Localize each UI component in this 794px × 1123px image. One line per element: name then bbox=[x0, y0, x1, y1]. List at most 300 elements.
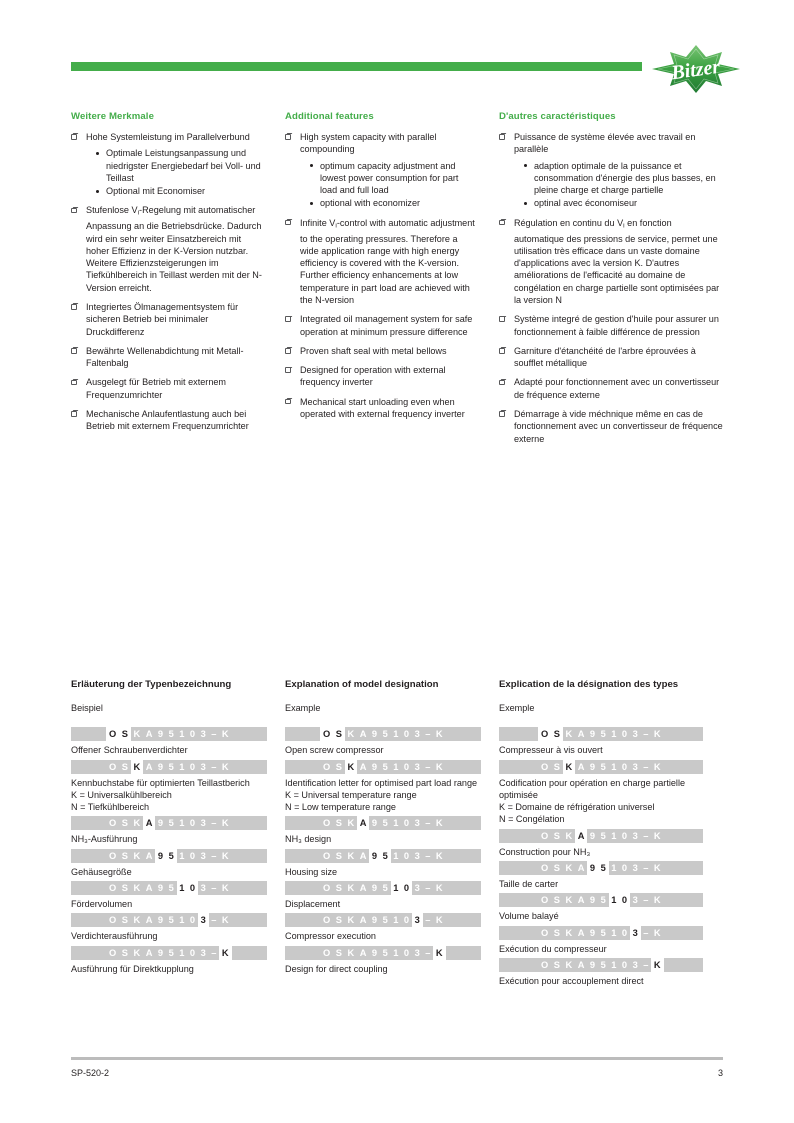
feature-subtext: Optimale Leistungsanpassung und niedrigster Energiebedarf bei Voll- und Teillast bbox=[106, 148, 261, 183]
designation-char-highlighted: 3 bbox=[198, 913, 209, 927]
designation-char: K bbox=[347, 915, 355, 926]
designation-char-highlighted: K bbox=[433, 946, 445, 960]
feature-subtext: Optional mit Economiser bbox=[106, 186, 206, 197]
features-column-fr bbox=[499, 111, 723, 452]
designation-char: S bbox=[121, 915, 129, 926]
designation-char: S bbox=[335, 947, 343, 958]
designation-rows-en bbox=[285, 727, 481, 975]
designation-char: 3 bbox=[414, 729, 421, 740]
designation-char: K bbox=[221, 761, 229, 772]
designation-char: 9 bbox=[371, 883, 378, 894]
designation-char: O bbox=[109, 761, 117, 772]
feature-text: Régulation en continu du $V_i$ en fonction automatique des pressions de service, permet une utilisation très efficace dans un vaste domaine d'applications avec la version K. D'autres améliorations de l'efficacité au domaine de congélation en charge partielle sont optimisées par la version N bbox=[513, 217, 720, 305]
designation-description: NH₃-Ausführung bbox=[71, 834, 138, 845]
designation-char: – bbox=[425, 915, 431, 926]
designation-char: K bbox=[565, 927, 573, 938]
designation-description: Design for direct coupling bbox=[285, 963, 388, 974]
designation-char: – bbox=[643, 927, 649, 938]
feature-item bbox=[499, 217, 723, 307]
designation-char: – bbox=[643, 729, 649, 740]
designation-char: 5 bbox=[600, 729, 607, 740]
checkbox-bullet-icon bbox=[71, 208, 77, 214]
designation-char: 3 bbox=[632, 761, 639, 772]
svg-text:Bitzer: Bitzer bbox=[669, 55, 722, 85]
feature-text: Infinite $V_i$-control with automatic adjustment to the operating pressures. Therefore a wide application range with high energy efficiency is covered with the K-version. Further efficiency enhancements at low temperature in part load are achieved with the N-version bbox=[299, 217, 475, 305]
designation-description: Identification letter for optimised part load range K = Universal temperature range N = Low temperature range bbox=[285, 777, 478, 813]
bullet-dot-icon bbox=[524, 164, 527, 167]
designation-example-label-de: Beispiel bbox=[71, 703, 103, 713]
designation-char: 9 bbox=[371, 915, 378, 926]
checkbox-bullet-icon bbox=[499, 316, 505, 322]
designation-char: – bbox=[425, 761, 431, 772]
bullet-dot-icon bbox=[524, 202, 527, 205]
designation-char: 9 bbox=[371, 947, 378, 958]
designation-char: O bbox=[109, 947, 117, 958]
designation-code-bar bbox=[285, 727, 481, 741]
designation-char: – bbox=[425, 883, 431, 894]
designation-code-bar bbox=[499, 861, 703, 875]
designation-char: K bbox=[435, 883, 443, 894]
designation-char: – bbox=[425, 850, 431, 861]
feature-subitem bbox=[310, 160, 477, 197]
designation-char: O bbox=[323, 761, 331, 772]
designation-description: Compresseur à vis ouvert bbox=[499, 745, 603, 756]
designation-char: A bbox=[359, 729, 367, 740]
bullet-dot-icon bbox=[96, 152, 99, 155]
designation-char: A bbox=[577, 895, 585, 906]
designation-char: A bbox=[359, 947, 367, 958]
designation-char-highlighted: A bbox=[357, 816, 369, 830]
designation-char: 3 bbox=[632, 895, 639, 906]
designation-char: 9 bbox=[371, 761, 378, 772]
checkbox-bullet-icon bbox=[71, 134, 77, 140]
designation-char: 0 bbox=[621, 863, 628, 874]
designation-char: 1 bbox=[393, 729, 399, 740]
feature-text: Stufenlose $V_i$-Regelung mit automatischer Anpassung an die Betriebsdrücke. Dadurch wird ein sehr weiter Einsatzbereich mit hoher Effizienz in der K-Version nutzbar. Weitere Effizienzsteigerungen im Tiefkühlbereich in Teillast werden mit der N-Version erreicht. bbox=[86, 205, 262, 293]
checkbox-bullet-icon bbox=[499, 348, 505, 354]
designation-char: K bbox=[435, 915, 443, 926]
designation-char: O bbox=[323, 850, 331, 861]
designation-char: 3 bbox=[414, 883, 421, 894]
designation-char: K bbox=[221, 729, 229, 740]
designation-char: 1 bbox=[611, 927, 617, 938]
designation-char: S bbox=[335, 915, 343, 926]
designation-char: 1 bbox=[179, 729, 185, 740]
designation-char: K bbox=[565, 863, 573, 874]
designation-char-highlighted: K bbox=[345, 760, 357, 774]
feature-subtext: adaption optimale de la puissance et consommation d'énergie des plus basses, en pleine charge et charge partielle bbox=[533, 160, 716, 196]
designation-char: K bbox=[653, 863, 661, 874]
designation-char: S bbox=[553, 959, 561, 970]
designation-char: 3 bbox=[200, 729, 207, 740]
designation-char: O bbox=[323, 947, 331, 958]
designation-char: S bbox=[553, 895, 561, 906]
designation-char-highlighted: O bbox=[538, 727, 551, 741]
designation-char: O bbox=[109, 915, 117, 926]
designation-code-bar bbox=[499, 958, 703, 972]
designation-char: 9 bbox=[157, 761, 164, 772]
feature-item bbox=[71, 131, 263, 197]
designation-char: A bbox=[359, 883, 367, 894]
designation-code-bar bbox=[499, 760, 703, 774]
designation-char: 9 bbox=[589, 830, 596, 841]
designation-code-bar bbox=[285, 946, 481, 960]
feature-subitem bbox=[524, 160, 723, 197]
designation-char-highlighted: 0 bbox=[401, 881, 412, 895]
designation-char: – bbox=[425, 729, 431, 740]
designation-code-bar bbox=[499, 893, 703, 907]
designation-char: S bbox=[121, 761, 129, 772]
designation-char: 0 bbox=[621, 959, 628, 970]
designation-char: 3 bbox=[632, 830, 639, 841]
designation-char: 0 bbox=[189, 947, 196, 958]
designation-char: 1 bbox=[179, 850, 185, 861]
designation-char-highlighted: 1 bbox=[609, 893, 620, 907]
designation-char: – bbox=[211, 915, 217, 926]
designation-char: – bbox=[425, 947, 431, 958]
features-title-fr: D'autres caractéristiques bbox=[498, 111, 616, 122]
designation-char: 0 bbox=[189, 915, 196, 926]
checkbox-bullet-icon bbox=[285, 220, 291, 226]
designation-char: A bbox=[145, 947, 153, 958]
feature-item bbox=[285, 313, 477, 338]
designation-char: 9 bbox=[157, 883, 164, 894]
designation-char: 5 bbox=[168, 761, 175, 772]
designation-code-bar bbox=[71, 946, 267, 960]
designation-title-de: Erläuterung der Typenbezeichnung bbox=[71, 679, 232, 690]
designation-char: 3 bbox=[414, 761, 421, 772]
designation-char: 3 bbox=[414, 947, 421, 958]
designation-char: – bbox=[643, 830, 649, 841]
designation-char-highlighted: 9 bbox=[369, 849, 380, 863]
checkbox-bullet-icon bbox=[499, 134, 505, 140]
designation-title-fr: Explication de la désignation des types bbox=[499, 679, 679, 690]
designation-char: A bbox=[145, 915, 153, 926]
checkbox-bullet-icon bbox=[285, 399, 291, 405]
feature-text: Integrated oil management system for safe operation at minimum pressure difference bbox=[299, 314, 473, 337]
designation-char: K bbox=[565, 729, 573, 740]
feature-item bbox=[285, 131, 477, 210]
feature-text: Bewährte Wellenabdichtung mit Metall-Faltenbalg bbox=[86, 345, 244, 369]
feature-subitem bbox=[96, 185, 263, 197]
designation-char: 0 bbox=[621, 830, 628, 841]
designation-char: 5 bbox=[600, 927, 607, 938]
designation-char: S bbox=[553, 863, 561, 874]
designation-char-highlighted: K bbox=[651, 958, 663, 972]
feature-item bbox=[285, 345, 477, 357]
designation-code-bar bbox=[71, 849, 267, 863]
designation-char: 1 bbox=[611, 863, 617, 874]
designation-char-highlighted: 0 bbox=[619, 893, 630, 907]
designation-char: S bbox=[553, 830, 561, 841]
bullet-dot-icon bbox=[310, 202, 313, 205]
designation-char: 0 bbox=[403, 729, 410, 740]
designation-char: K bbox=[435, 761, 443, 772]
designation-char: – bbox=[211, 818, 217, 829]
designation-char: 1 bbox=[393, 915, 399, 926]
feature-sublist bbox=[86, 147, 263, 197]
designation-char: 9 bbox=[589, 895, 596, 906]
feature-text: Integriertes Ölmanagementsystem für sicheren Betrieb bei minimaler Druckdifferenz bbox=[86, 302, 239, 337]
features-title-en: Additional features bbox=[284, 111, 374, 122]
designation-char: – bbox=[211, 729, 217, 740]
designation-example-label-fr: Exemple bbox=[499, 703, 535, 713]
designation-char: S bbox=[553, 761, 561, 772]
checkbox-bullet-icon bbox=[499, 411, 505, 417]
designation-char: 1 bbox=[179, 818, 185, 829]
designation-char: – bbox=[211, 883, 217, 894]
designation-char: K bbox=[221, 850, 229, 861]
designation-char-highlighted: 5 bbox=[598, 861, 609, 875]
designation-char: S bbox=[121, 947, 129, 958]
designation-char-highlighted: 1 bbox=[177, 881, 188, 895]
designation-char: K bbox=[565, 830, 573, 841]
feature-item bbox=[499, 408, 723, 445]
page-header bbox=[0, 0, 794, 100]
designation-char: A bbox=[359, 761, 367, 772]
designation-code-bar bbox=[285, 849, 481, 863]
designation-char: 1 bbox=[393, 850, 399, 861]
designation-char: K bbox=[347, 818, 355, 829]
designation-char: 9 bbox=[589, 959, 596, 970]
designation-char: K bbox=[565, 895, 573, 906]
designation-char-highlighted: O bbox=[320, 727, 333, 741]
feature-text: Démarrage à vide méchnique même en cas de fonctionnement avec un convertisseur de fréquence externe bbox=[513, 409, 723, 444]
designation-description: Fördervolumen bbox=[71, 899, 133, 910]
designation-char: A bbox=[145, 761, 153, 772]
designation-description: Volume balayé bbox=[499, 911, 559, 922]
designation-char: K bbox=[653, 830, 661, 841]
designation-char: S bbox=[121, 850, 129, 861]
designation-description: Taille de carter bbox=[499, 879, 559, 890]
designation-char: – bbox=[425, 818, 431, 829]
feature-text: Designed for operation with external frequency inverter bbox=[299, 365, 446, 388]
designation-rows-fr bbox=[499, 727, 723, 987]
feature-subtext: optimum capacity adjustment and lowest power consumption for part load and full load bbox=[319, 160, 459, 196]
features-list-en bbox=[285, 131, 477, 420]
feature-item bbox=[499, 345, 723, 370]
designation-char: S bbox=[553, 927, 561, 938]
designation-code-bar bbox=[285, 816, 481, 830]
designation-char: 3 bbox=[200, 818, 207, 829]
designation-char: – bbox=[643, 895, 649, 906]
checkbox-bullet-icon bbox=[71, 304, 77, 310]
designation-char: O bbox=[541, 959, 549, 970]
designation-char: O bbox=[323, 818, 331, 829]
designation-char: 3 bbox=[200, 947, 207, 958]
feature-text: Puissance de système élevée avec travail en parallèle bbox=[513, 132, 696, 155]
designation-char-highlighted: A bbox=[575, 829, 587, 843]
designation-char: 9 bbox=[589, 729, 596, 740]
designation-description: Exécution du compresseur bbox=[499, 943, 607, 954]
designation-char: 5 bbox=[382, 883, 389, 894]
designation-char: 0 bbox=[403, 915, 410, 926]
designation-columns bbox=[71, 679, 723, 989]
feature-item bbox=[285, 396, 477, 421]
designation-char: 1 bbox=[393, 947, 399, 958]
designation-char: 5 bbox=[382, 761, 389, 772]
designation-char: O bbox=[323, 883, 331, 894]
designation-example-label-en: Example bbox=[285, 703, 321, 713]
designation-char: K bbox=[133, 729, 141, 740]
designation-char-highlighted: 5 bbox=[380, 849, 391, 863]
designation-char: A bbox=[577, 959, 585, 970]
designation-char: O bbox=[109, 883, 117, 894]
designation-char: A bbox=[359, 915, 367, 926]
designation-char: – bbox=[211, 850, 217, 861]
checkbox-bullet-icon bbox=[71, 380, 77, 386]
features-column-en bbox=[285, 111, 499, 452]
designation-char: A bbox=[359, 850, 367, 861]
header-green-rule bbox=[71, 62, 642, 71]
designation-char: 1 bbox=[179, 915, 185, 926]
feature-text: Mechanical start unloading even when operated with external frequency inverter bbox=[299, 396, 465, 420]
designation-code-bar bbox=[71, 881, 267, 895]
designation-char: K bbox=[221, 818, 229, 829]
checkbox-bullet-icon bbox=[71, 348, 77, 354]
designation-char: K bbox=[133, 883, 141, 894]
designation-char: K bbox=[347, 729, 355, 740]
designation-char: 1 bbox=[393, 818, 399, 829]
designation-char: S bbox=[121, 818, 129, 829]
designation-char: K bbox=[133, 850, 141, 861]
designation-char: 3 bbox=[200, 761, 207, 772]
designation-description: Open screw compressor bbox=[285, 745, 384, 756]
designation-char: K bbox=[221, 915, 229, 926]
designation-char: 3 bbox=[200, 850, 207, 861]
designation-char: 9 bbox=[589, 761, 596, 772]
designation-char-highlighted: O bbox=[106, 727, 119, 741]
designation-char: 0 bbox=[189, 761, 196, 772]
designation-char: O bbox=[541, 863, 549, 874]
designation-char-highlighted: S bbox=[119, 727, 131, 741]
designation-char: – bbox=[643, 761, 649, 772]
designation-char: K bbox=[653, 927, 661, 938]
bullet-dot-icon bbox=[310, 164, 313, 167]
footer-rule bbox=[71, 1057, 723, 1060]
designation-char: K bbox=[347, 883, 355, 894]
designation-char: – bbox=[643, 863, 649, 874]
designation-char: 1 bbox=[611, 830, 617, 841]
designation-char: S bbox=[335, 818, 343, 829]
designation-char: 3 bbox=[414, 818, 421, 829]
designation-char: 9 bbox=[157, 729, 164, 740]
feature-item bbox=[499, 313, 723, 338]
designation-char: 0 bbox=[403, 850, 410, 861]
designation-code-bar bbox=[71, 727, 267, 741]
designation-char: A bbox=[145, 883, 153, 894]
designation-char: K bbox=[347, 850, 355, 861]
features-list-de bbox=[71, 131, 263, 433]
designation-char: 5 bbox=[382, 729, 389, 740]
designation-char: 9 bbox=[371, 729, 378, 740]
designation-description: Exécution pour accouplement direct bbox=[499, 975, 644, 986]
feature-item bbox=[499, 131, 723, 210]
designation-code-bar bbox=[285, 760, 481, 774]
feature-item bbox=[71, 408, 263, 433]
designation-char: 0 bbox=[189, 850, 196, 861]
designation-char: 5 bbox=[382, 915, 389, 926]
designation-char-highlighted: 1 bbox=[391, 881, 402, 895]
feature-text: Système integré de gestion d'huile pour assurer un fonctionnement à faible différence de pression bbox=[513, 314, 719, 337]
designation-char-highlighted: 9 bbox=[587, 861, 598, 875]
designation-description: Kennbuchstabe für optimierten Teillastberich K = Universalkühlbereich N = Tiefkühlbereich bbox=[71, 777, 250, 813]
feature-text: Garniture d'étanchéité de l'arbre éprouvées à soufflet métallique bbox=[513, 345, 696, 369]
designation-char: 3 bbox=[632, 729, 639, 740]
designation-code-bar bbox=[499, 727, 703, 741]
designation-char-highlighted: 3 bbox=[412, 913, 423, 927]
designation-char: – bbox=[643, 959, 649, 970]
designation-char: 1 bbox=[179, 947, 185, 958]
designation-column-de bbox=[71, 679, 285, 989]
feature-text: Hohe Systemleistung im Parallelverbund bbox=[86, 132, 250, 142]
designation-char: 9 bbox=[371, 818, 378, 829]
designation-char: K bbox=[653, 761, 661, 772]
footer-document-code: SP-520-2 bbox=[71, 1068, 110, 1078]
designation-char-highlighted: K bbox=[131, 760, 143, 774]
designation-char: O bbox=[109, 850, 117, 861]
bullet-dot-icon bbox=[96, 190, 99, 193]
designation-char: 3 bbox=[632, 959, 639, 970]
designation-char: A bbox=[145, 850, 153, 861]
feature-sublist bbox=[300, 160, 477, 210]
designation-char: K bbox=[133, 818, 141, 829]
feature-text: Ausgelegt für Betrieb mit externem Frequenzumrichter bbox=[86, 377, 227, 400]
designation-char: K bbox=[221, 883, 229, 894]
designation-char-highlighted: 5 bbox=[166, 849, 177, 863]
feature-text: Proven shaft seal with metal bellows bbox=[299, 345, 447, 356]
designation-char: 0 bbox=[621, 729, 628, 740]
designation-description: Housing size bbox=[285, 866, 338, 877]
feature-item bbox=[71, 301, 263, 338]
feature-sublist bbox=[514, 160, 723, 210]
designation-char: O bbox=[541, 830, 549, 841]
designation-code-bar bbox=[499, 926, 703, 940]
designation-char: 1 bbox=[611, 959, 617, 970]
designation-char: S bbox=[335, 883, 343, 894]
feature-subitem bbox=[524, 197, 723, 209]
features-title-de: Weitere Merkmale bbox=[71, 111, 155, 122]
checkbox-bullet-icon bbox=[499, 380, 505, 386]
designation-char: 0 bbox=[403, 947, 410, 958]
designation-char-highlighted: 3 bbox=[630, 926, 641, 940]
designation-char: 9 bbox=[157, 915, 164, 926]
checkbox-bullet-icon bbox=[285, 316, 291, 322]
designation-code-bar bbox=[499, 829, 703, 843]
feature-subitem bbox=[96, 147, 263, 184]
designation-code-bar bbox=[71, 760, 267, 774]
feature-subtext: optinal avec économiseur bbox=[533, 198, 638, 209]
feature-item bbox=[285, 364, 477, 389]
designation-column-fr bbox=[499, 679, 723, 989]
designation-char: – bbox=[211, 947, 217, 958]
designation-char-highlighted: K bbox=[563, 760, 575, 774]
designation-char-highlighted: A bbox=[143, 816, 155, 830]
checkbox-bullet-icon bbox=[285, 348, 291, 354]
designation-char: S bbox=[121, 883, 129, 894]
designation-char: K bbox=[653, 729, 661, 740]
designation-column-en bbox=[285, 679, 499, 989]
designation-char: O bbox=[323, 915, 331, 926]
designation-char: O bbox=[541, 761, 549, 772]
designation-char: O bbox=[541, 895, 549, 906]
designation-char: K bbox=[435, 850, 443, 861]
designation-char: 0 bbox=[621, 927, 628, 938]
designation-char: 0 bbox=[189, 729, 196, 740]
designation-char: 5 bbox=[382, 818, 389, 829]
designation-char: 3 bbox=[200, 883, 207, 894]
designation-description: NH₃ design bbox=[285, 834, 332, 845]
